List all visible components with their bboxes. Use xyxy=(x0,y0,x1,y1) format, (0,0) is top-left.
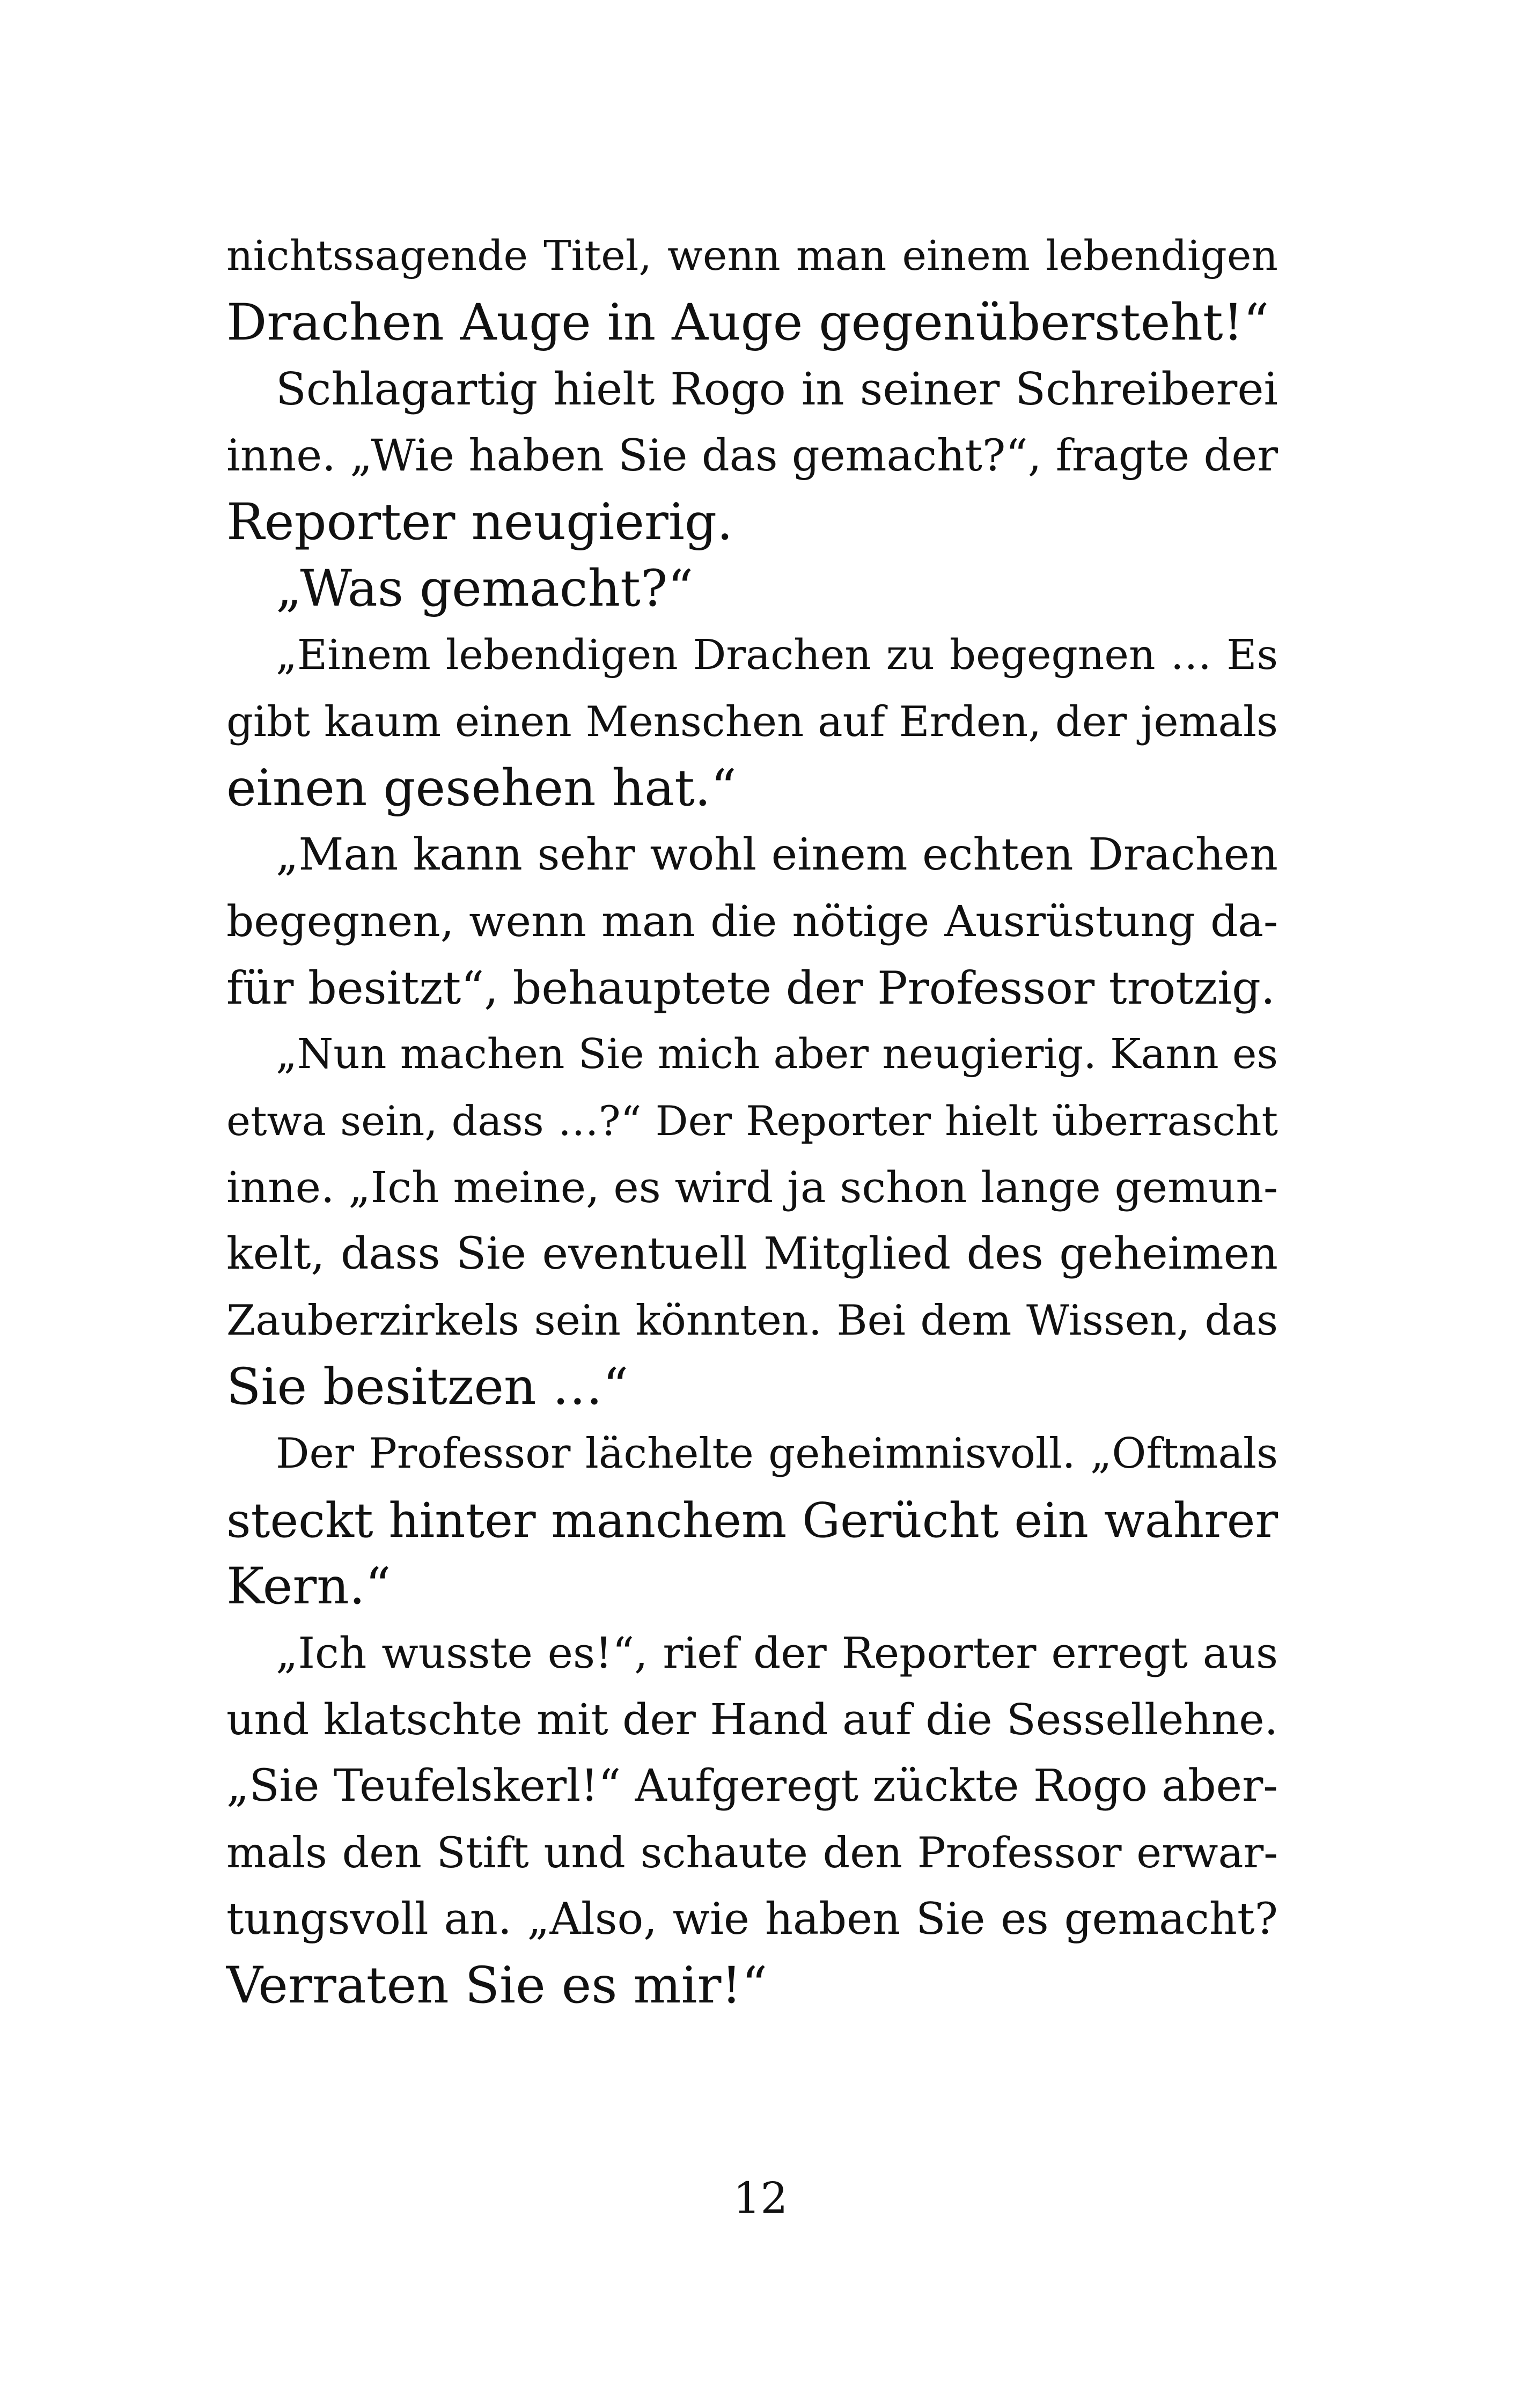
text-line: Der Professor lächelte geheimnisvoll. „Oftmals xyxy=(276,1430,1278,1478)
text-line: „Nun machen Sie mich aber neugierig. Kann es xyxy=(276,1030,1278,1078)
text-line: inne. „Wie haben Sie das gemacht?“, fragte der xyxy=(226,431,1278,481)
text-line: Reporter neugierig. xyxy=(226,493,733,551)
text-line: Zauberzirkels sein könnten. Bei dem Wissen, das xyxy=(226,1297,1278,1345)
text-line: steckt hinter manchem Gerücht ein wahrer xyxy=(226,1492,1278,1548)
text-line: mals den Stift und schaute den Professor erwar- xyxy=(226,1828,1278,1877)
text-line: Verraten Sie es mir!“ xyxy=(226,1956,768,2015)
text-line: „Sie Teufelskerl!“ Aufgeregt zückte Rogo aber- xyxy=(226,1761,1278,1811)
text-line: „Was gemacht?“ xyxy=(276,559,694,618)
text-line: „Ich wusste es!“, rief der Reporter erregt aus xyxy=(276,1628,1278,1678)
text-line: etwa sein, dass …?“ Der Reporter hielt überrascht xyxy=(226,1097,1278,1145)
text-line: Kern.“ xyxy=(226,1557,391,1616)
text-line: für besitzt“, behauptete der Professor trotzig. xyxy=(226,962,1275,1014)
text-line: „Man kann sehr wohl einem echten Drachen xyxy=(276,829,1278,880)
text-line: einen gesehen hat.“ xyxy=(226,759,737,818)
page-number: 12 xyxy=(733,2173,788,2223)
text-line: Schlagartig hielt Rogo in seiner Schreiberei xyxy=(276,363,1278,415)
text-line: kelt, dass Sie eventuell Mitglied des geheimen xyxy=(226,1228,1278,1279)
text-line: und klatschte mit der Hand auf die Sessellehne. xyxy=(226,1695,1278,1744)
text-line: Drachen Auge in Auge gegenübersteht!“ xyxy=(226,293,1269,352)
text-line: gibt kaum einen Menschen auf Erden, der jemals xyxy=(226,698,1278,746)
text-line: „Einem lebendigen Drachen zu begegnen … Es xyxy=(276,631,1278,679)
text-line: tungsvoll an. „Also, wie haben Sie es gemacht? xyxy=(226,1894,1278,1945)
body-text xyxy=(226,223,1278,2019)
text-line: inne. „Ich meine, es wird ja schon lange gemun- xyxy=(226,1162,1278,1212)
text-line: Sie besitzen …“ xyxy=(226,1358,629,1416)
text-line: begegnen, wenn man die nötige Ausrüstung da- xyxy=(226,896,1278,946)
text-line: nichtssagende Titel, wenn man einem lebendigen xyxy=(226,232,1278,280)
